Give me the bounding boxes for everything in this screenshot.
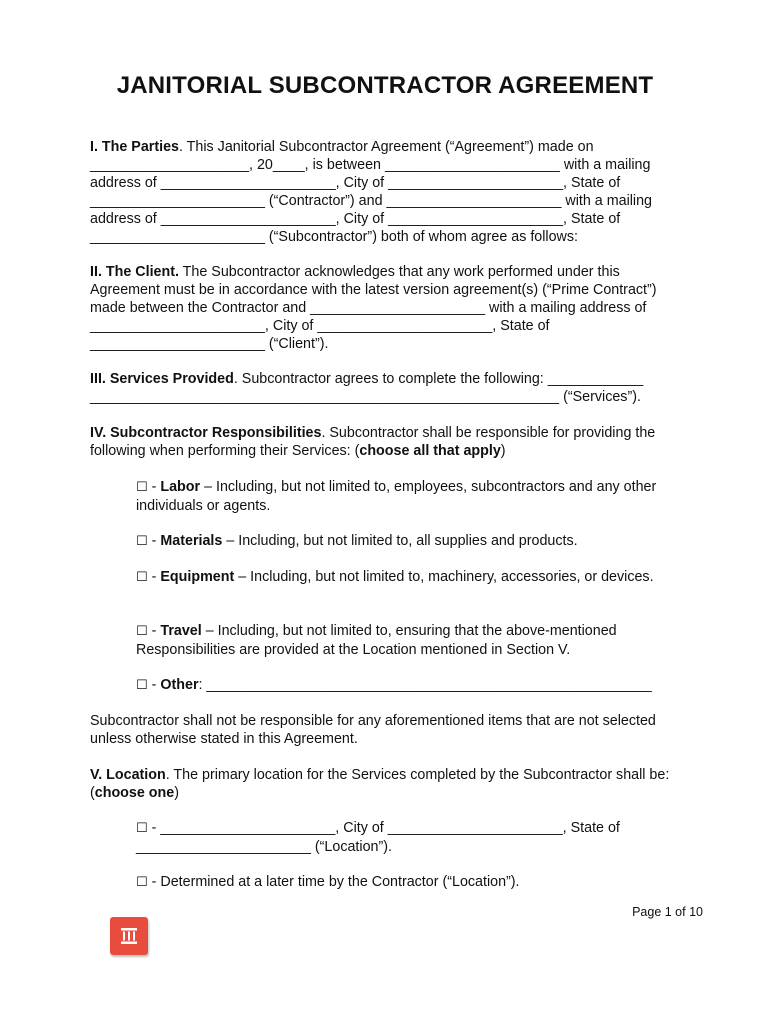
section-client (90, 263, 680, 353)
option-labor: ☐ - Labor – Including, but not limited to, employees, subcontractors and any other individuals or agents. (136, 479, 657, 514)
option-label: Labor (160, 479, 201, 495)
location-option-later (136, 873, 680, 892)
document-title: JANITORIAL SUBCONTRACTOR AGREEMENT (116, 72, 654, 99)
option-travel: ☐ - Travel – Including, but not limited to, ensuring that the above-mentioned Responsibilities are provided at the Location mentioned in Section V. (136, 623, 617, 658)
location-option-address (136, 819, 680, 856)
option-equipment: ☐ - Equipment – Including, but not limited to, machinery, accessories, or devices. (136, 569, 654, 585)
checkbox[interactable]: ☐ (136, 678, 148, 693)
option-text: : ________________________________________________________ (198, 677, 652, 693)
section-location: V. Location. The primary location for the Services completed by the Subcontractor shall be: (choose one) (90, 767, 670, 801)
option-text: – Including, but not limited to, ensuring that the above-mentioned Responsibilities are provided at the Location mentioned in Section V. (136, 623, 617, 658)
brand-logo[interactable] (110, 917, 148, 955)
section-responsibilities: IV. Subcontractor Responsibilities. Subcontractor shall be responsible for providing the following when performing their Services: (choose all that apply) (90, 425, 656, 459)
checkbox[interactable]: ☐ (136, 624, 148, 639)
section-services (90, 370, 680, 406)
option-label: Materials (160, 533, 223, 549)
option-label: Other (160, 677, 199, 693)
section-heading: V. Location (90, 767, 166, 783)
section-parties (90, 138, 680, 246)
instruction-note: choose all that apply (359, 443, 501, 459)
checkbox[interactable]: ☐ (136, 821, 148, 836)
option-text: – Including, but not limited to, employees, subcontractors and any other individuals or agents. (136, 479, 657, 514)
instruction-note: choose one (94, 785, 175, 801)
checkbox[interactable]: ☐ (136, 534, 148, 549)
option-text: – Including, but not limited to, machinery, accessories, or devices. (234, 569, 654, 585)
section-text: . This Janitorial Subcontractor Agreement (“Agreement”) made on ____________________, 20____, is between ______________________ with a mailing address of ______________________, City of ______________________, State of ______________________ (“Contractor”) and ______________________ with a mailing address of ______________________, City of ______________________, State of ______________________ (“Subcontractor”) both of whom agree as follows: (90, 139, 652, 245)
option-label: Travel (160, 623, 202, 639)
responsibilities-note: Subcontractor shall not be responsible for any aforementioned items that are not selected unless otherwise stated in this Agreement. (90, 713, 656, 747)
page-number: Page 1 of 10 (632, 905, 703, 919)
section-text: . The primary location for the Services completed by the Subcontractor shall be: ( (90, 767, 670, 801)
pillar-icon (110, 917, 148, 955)
checkbox[interactable]: ☐ (136, 570, 148, 585)
checkbox[interactable]: ☐ (136, 480, 148, 495)
section-text: . Subcontractor shall be responsible for providing the following when performing their Services: ( (90, 425, 656, 459)
section-heading: I. The Parties (90, 139, 179, 155)
option-other: ☐ - Other: ________________________________________________________ (136, 677, 652, 693)
option-label: Equipment (160, 569, 235, 585)
section-heading: IV. Subcontractor Responsibilities (90, 425, 322, 441)
section-heading: III. Services Provided (90, 371, 234, 387)
section-heading: II. The Client. (90, 264, 179, 280)
option-materials: ☐ - Materials – Including, but not limited to, all supplies and products. (136, 533, 578, 549)
option-text: – Including, but not limited to, all supplies and products. (222, 533, 578, 549)
option-text: - Determined at a later time by the Contractor (“Location”). (151, 874, 520, 890)
section-text: . Subcontractor agrees to complete the following: ____________ ___________________________________________________________ (“Services”). (90, 371, 644, 405)
checkbox[interactable]: ☐ (136, 875, 148, 890)
option-text: - ______________________, City of ______________________, State of ______________________ (“Location”). (136, 820, 620, 855)
section-text: The Subcontractor acknowledges that any work performed under this Agreement must be in accordance with the latest version agreement(s) (“Prime Contract”) made between the Contractor and ______________________ with a mailing address of ______________________, City of ______________________, State of ______________________ (“Client”). (90, 264, 657, 352)
